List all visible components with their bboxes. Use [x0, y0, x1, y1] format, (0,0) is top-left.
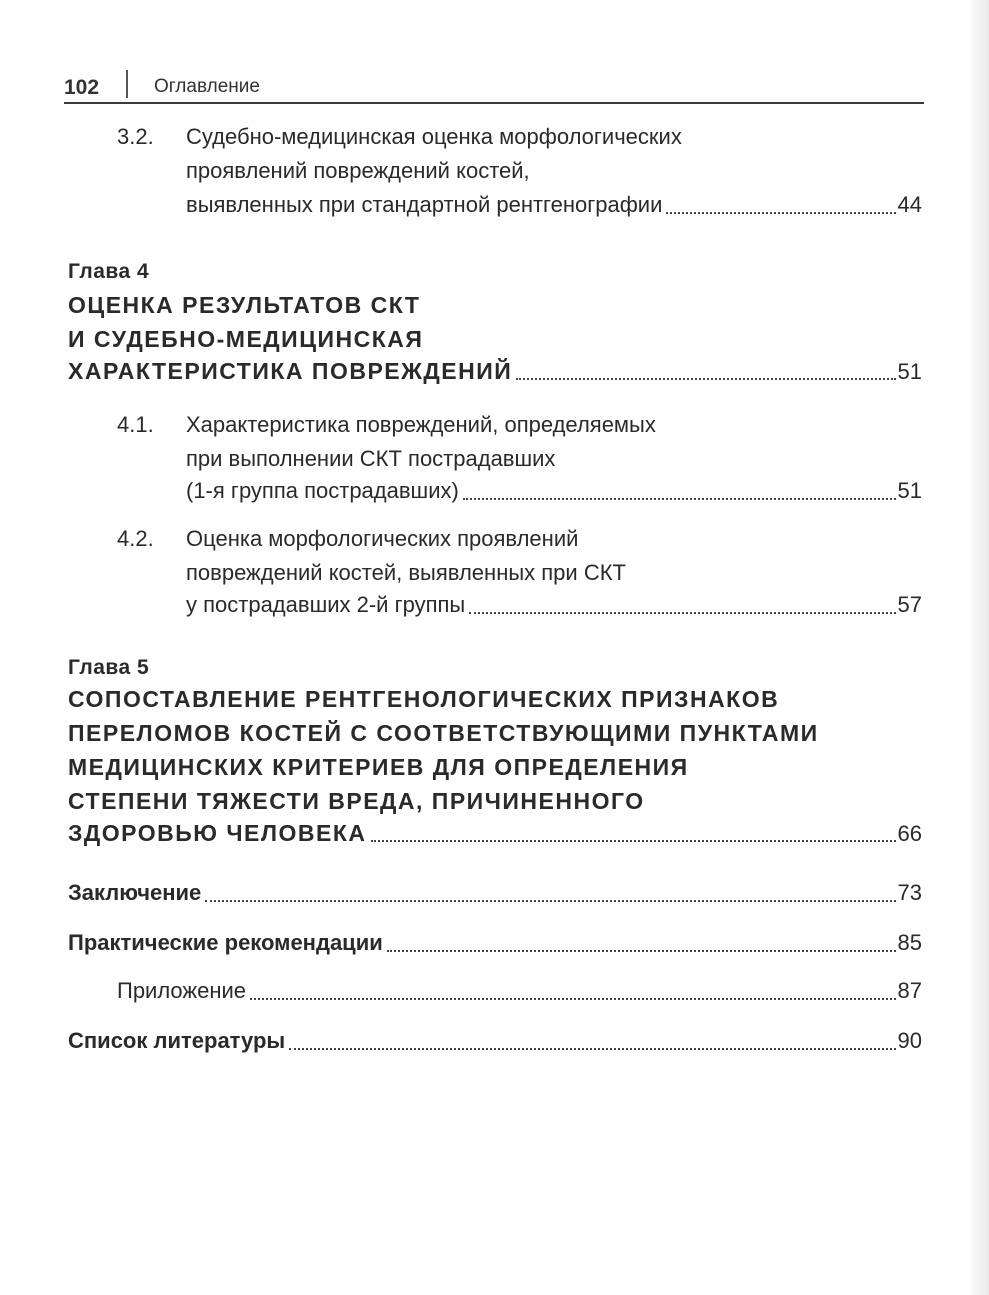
toc-entry-chapter-5[interactable] [68, 820, 922, 854]
chapter-4-title-line3: ХАРАКТЕРИСТИКА ПОВРЕЖДЕНИЙ [68, 358, 513, 384]
leader-dots [387, 930, 896, 952]
toc-entry-appendix[interactable] [117, 978, 922, 1012]
toc-page-chapter-5: 66 [897, 821, 922, 846]
toc-references-label: Список литературы [68, 1028, 286, 1053]
leader-dots [371, 820, 896, 842]
chapter-4-title-line1: ОЦЕНКА РЕЗУЛЬТАТОВ СКТ [68, 292, 421, 318]
chapter-5-title-line5: ЗДОРОВЬЮ ЧЕЛОВЕКА [68, 820, 367, 846]
chapter-5-title-line4: СТЕПЕНИ ТЯЖЕСТИ ВРЕДА, ПРИЧИНЕННОГО [68, 788, 645, 814]
chapter-5-title-line3: МЕДИЦИНСКИХ КРИТЕРИЕВ ДЛЯ ОПРЕДЕЛЕНИЯ [68, 754, 689, 780]
chapter-4-label: Глава 4 [68, 260, 150, 283]
toc-section-4-2-line3: у пострадавших 2-й группы [186, 592, 466, 617]
chapter-4-title-line2: И СУДЕБНО-МЕДИЦИНСКАЯ [68, 326, 424, 352]
toc-page-conclusion: 73 [897, 880, 922, 905]
toc-page-3-2: 44 [897, 192, 922, 217]
header-rule [64, 102, 924, 104]
leader-dots [250, 978, 895, 1000]
chapter-5-title-line1: СОПОСТАВЛЕНИЕ РЕНТГЕНОЛОГИЧЕСКИХ ПРИЗНАКОВ [68, 686, 780, 712]
toc-conclusion-label: Заключение [68, 880, 202, 905]
toc-recommendations-label: Практические рекомендации [68, 930, 383, 955]
page-number: 102 [64, 76, 100, 99]
running-header [64, 70, 922, 104]
toc-page-references: 90 [897, 1028, 922, 1053]
toc-section-4-1-line2: при выполнении СКТ пострадавших [186, 446, 556, 471]
toc-entry-chapter-4[interactable] [68, 358, 922, 392]
leader-dots [666, 192, 895, 214]
toc-page-chapter-4: 51 [897, 359, 922, 384]
chapter-5-label: Глава 5 [68, 656, 150, 679]
chapter-5-title-line2: ПЕРЕЛОМОВ КОСТЕЙ С СООТВЕТСТВУЮЩИМИ ПУНКТАМИ [68, 720, 819, 746]
toc-page-appendix: 87 [897, 978, 922, 1003]
leader-dots [205, 880, 895, 902]
toc-section-number-4-1: 4.1. [117, 412, 154, 437]
leader-dots [516, 358, 895, 380]
toc-section-3-2-line1: Судебно-медицинская оценка морфологических [186, 124, 682, 149]
leader-dots [463, 478, 896, 500]
page-edge-shadow [971, 0, 989, 1295]
toc-section-3-2-line2: проявлений повреждений костей, [186, 158, 530, 183]
toc-section-number-4-2: 4.2. [117, 526, 154, 551]
toc-section-4-1-line3: (1-я группа пострадавших) [186, 478, 459, 503]
toc-appendix-label: Приложение [117, 978, 247, 1003]
leader-dots [469, 592, 895, 614]
toc-entry-4-1[interactable] [186, 478, 922, 512]
toc-page-recommendations: 85 [897, 930, 922, 955]
toc-entry-recommendations[interactable] [68, 930, 922, 964]
leader-dots [289, 1028, 895, 1050]
toc-entry-3-2[interactable] [186, 192, 922, 226]
toc-page-4-2: 57 [897, 592, 922, 617]
toc-entry-references[interactable] [68, 1028, 922, 1062]
header-separator [126, 70, 128, 98]
toc-entry-4-2[interactable] [186, 592, 922, 626]
toc-section-4-2-line2: повреждений костей, выявленных при СКТ [186, 560, 626, 585]
toc-section-4-2-line1: Оценка морфологических проявлений [186, 526, 579, 551]
toc-entry-conclusion[interactable] [68, 880, 922, 914]
toc-section-3-2-line3: выявленных при стандартной рентгенографии [186, 192, 663, 217]
toc-section-4-1-line1: Характеристика повреждений, определяемых [186, 412, 656, 437]
toc-section-number-3-2: 3.2. [117, 124, 154, 149]
toc-page-4-1: 51 [897, 478, 922, 503]
header-title: Оглавление [154, 76, 260, 97]
